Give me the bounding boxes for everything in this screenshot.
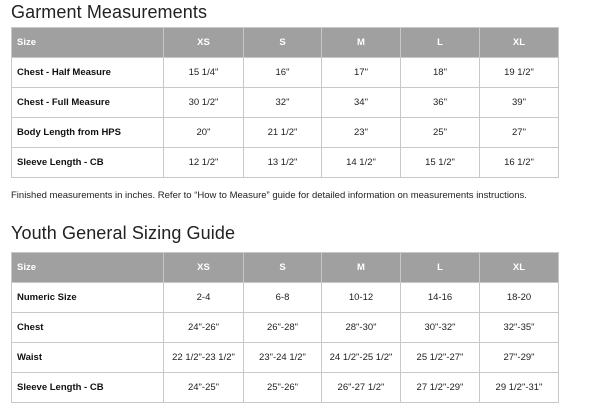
row-label: Numeric Size — [12, 283, 164, 313]
table-cell: 39" — [480, 88, 559, 118]
table-cell: 18-20 — [480, 283, 559, 313]
table-cell: 24"-25" — [164, 373, 244, 403]
table-cell: 10-12 — [322, 283, 401, 313]
table-cell: 23"-24 1/2" — [244, 343, 322, 373]
table-cell: 29 1/2"-31" — [480, 373, 559, 403]
youth-sizing-title: Youth General Sizing Guide — [11, 223, 236, 243]
table-cell: 25 1/2"-27" — [401, 343, 480, 373]
table-header-row — [12, 28, 559, 58]
table-cell: 25"-26" — [244, 373, 322, 403]
table-cell: 27 1/2"-29" — [401, 373, 480, 403]
table-row — [12, 373, 559, 403]
table-cell: 17" — [322, 58, 401, 88]
header-cell-s: S — [244, 253, 322, 283]
table-cell: 6-8 — [244, 283, 322, 313]
header-cell-size: Size — [12, 253, 164, 283]
table-row — [12, 283, 559, 313]
table-cell: 24 1/2"-25 1/2" — [322, 343, 401, 373]
table-cell: 2-4 — [164, 283, 244, 313]
header-cell-xl: XL — [480, 253, 559, 283]
table-cell: 16" — [244, 58, 322, 88]
measurement-note: Finished measurements in inches. Refer to “How to Measure” guide for detailed information on measurements instructions. — [11, 190, 527, 201]
row-label: Chest - Full Measure — [12, 88, 164, 118]
garment-measurements-table — [11, 27, 559, 178]
row-label: Sleeve Length - CB — [12, 373, 164, 403]
table-cell: 15 1/2" — [401, 148, 480, 178]
header-cell-xs: XS — [164, 28, 244, 58]
table-cell: 32"-35" — [480, 313, 559, 343]
table-cell: 16 1/2" — [480, 148, 559, 178]
table-header-row — [12, 253, 559, 283]
header-cell-size: Size — [12, 28, 164, 58]
row-label: Chest — [12, 313, 164, 343]
table-cell: 14 1/2" — [322, 148, 401, 178]
header-cell-l: L — [401, 253, 480, 283]
table-cell: 26"-28" — [244, 313, 322, 343]
header-cell-xl: XL — [480, 28, 559, 58]
table-cell: 30"-32" — [401, 313, 480, 343]
garment-measurements-title: Garment Measurements — [11, 2, 208, 22]
row-label: Waist — [12, 343, 164, 373]
row-label: Body Length from HPS — [12, 118, 164, 148]
row-label: Sleeve Length - CB — [12, 148, 164, 178]
table-cell: 30 1/2" — [164, 88, 244, 118]
table-cell: 26"-27 1/2" — [322, 373, 401, 403]
table-cell: 24"-26" — [164, 313, 244, 343]
table-row — [12, 148, 559, 178]
table-row — [12, 343, 559, 373]
table-cell: 15 1/4" — [164, 58, 244, 88]
header-cell-s: S — [244, 28, 322, 58]
table-row — [12, 313, 559, 343]
table-cell: 20" — [164, 118, 244, 148]
table-cell: 36" — [401, 88, 480, 118]
table-cell: 23" — [322, 118, 401, 148]
table-cell: 34" — [322, 88, 401, 118]
table-cell: 13 1/2" — [244, 148, 322, 178]
table-cell: 28"-30" — [322, 313, 401, 343]
table-cell: 27" — [480, 118, 559, 148]
table-cell: 12 1/2" — [164, 148, 244, 178]
table-row — [12, 88, 559, 118]
table-cell: 22 1/2"-23 1/2" — [164, 343, 244, 373]
table-cell: 18" — [401, 58, 480, 88]
table-cell: 19 1/2" — [480, 58, 559, 88]
youth-sizing-table — [11, 252, 559, 403]
table-row — [12, 58, 559, 88]
header-cell-l: L — [401, 28, 480, 58]
table-row — [12, 118, 559, 148]
table-cell: 32" — [244, 88, 322, 118]
header-cell-m: M — [322, 28, 401, 58]
header-cell-m: M — [322, 253, 401, 283]
header-cell-xs: XS — [164, 253, 244, 283]
table-cell: 14-16 — [401, 283, 480, 313]
row-label: Chest - Half Measure — [12, 58, 164, 88]
table-cell: 21 1/2" — [244, 118, 322, 148]
table-cell: 27"-29" — [480, 343, 559, 373]
table-cell: 25" — [401, 118, 480, 148]
